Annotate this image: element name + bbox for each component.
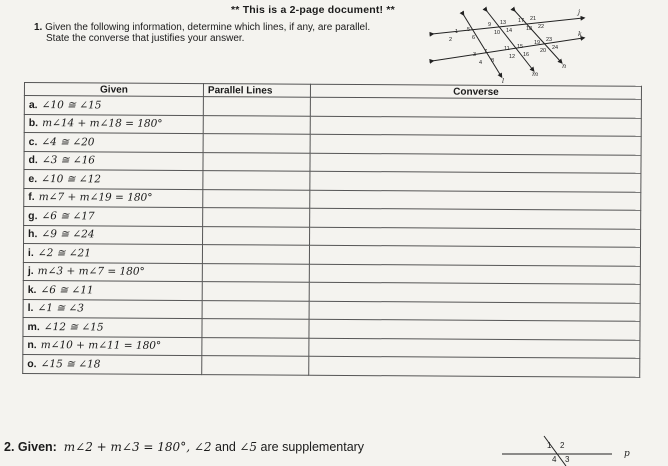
converse-cell[interactable] <box>309 301 640 322</box>
question-1 <box>34 22 370 44</box>
question-2 <box>4 440 364 454</box>
angle-label-6: 6 <box>472 35 476 41</box>
given-cell <box>23 299 202 319</box>
header-converse: Converse <box>310 84 641 99</box>
angle-label-20: 20 <box>540 48 547 54</box>
question-2-diagram <box>500 434 640 466</box>
q2-angle-label-1: 1 <box>547 441 552 450</box>
given-cell <box>24 96 203 116</box>
q2-line-label-p: p <box>624 449 630 459</box>
given-expression: ∠12 ≅ ∠15 <box>43 320 104 334</box>
row-label: b. <box>28 117 39 130</box>
given-cell <box>24 114 203 134</box>
given-cell <box>23 280 202 300</box>
given-expression: m∠7 + m∠19 = 180° <box>38 191 153 205</box>
question-2-number: 2. <box>4 440 15 454</box>
converse-cell[interactable] <box>310 171 641 192</box>
given-expression: ∠9 ≅ ∠24 <box>41 228 95 241</box>
parallel-lines-cell[interactable] <box>203 97 310 116</box>
given-cell <box>24 207 203 227</box>
row-label: f. <box>28 191 35 204</box>
parallel-lines-cell[interactable] <box>202 300 309 319</box>
given-expression: ∠10 ≅ ∠12 <box>41 172 102 186</box>
header-parallel-lines: Parallel Lines <box>203 84 310 98</box>
given-expression: ∠6 ≅ ∠17 <box>41 209 95 223</box>
row-label: j. <box>27 265 34 278</box>
parallel-lines-cell[interactable] <box>203 134 310 153</box>
angle-label-10: 10 <box>494 30 501 36</box>
angle-label-9: 9 <box>488 22 492 28</box>
given-expression: ∠4 ≅ ∠20 <box>41 135 95 149</box>
given-cell <box>23 317 202 337</box>
angle-label-2: 2 <box>449 37 453 43</box>
converse-cell[interactable] <box>310 208 641 229</box>
parallel-lines-cell[interactable] <box>202 263 309 282</box>
angle-label-1: 1 <box>455 29 459 35</box>
given-expression: ∠15 ≅ ∠18 <box>40 357 101 371</box>
angle-label-15: 15 <box>517 44 524 50</box>
parallel-lines-cell[interactable] <box>203 171 310 190</box>
row-label: c. <box>28 135 38 148</box>
angle-label-21: 21 <box>530 16 537 22</box>
converse-cell[interactable] <box>309 338 640 359</box>
angle-label-22: 22 <box>538 24 545 30</box>
question-2-given-label: Given: <box>17 440 57 454</box>
converse-cell[interactable] <box>310 153 641 174</box>
question-2-expression: m∠2 + m∠3 = 180°, ∠2 <box>63 440 212 454</box>
transversal-diagram <box>428 6 588 84</box>
angle-label-23: 23 <box>546 37 553 43</box>
given-expression: ∠2 ≅ ∠21 <box>37 246 91 260</box>
angle-label-3: 3 <box>473 52 477 58</box>
given-expression: ∠1 ≅ ∠3 <box>37 302 84 315</box>
question-1-number: 1. <box>34 22 43 33</box>
line-l <box>463 14 501 76</box>
row-label: a. <box>28 98 38 111</box>
converse-cell[interactable] <box>309 245 640 266</box>
q2-angle-label-2: 2 <box>560 441 565 450</box>
given-expression: m∠3 + m∠7 = 180° <box>37 265 145 278</box>
angle-label-18: 18 <box>526 26 533 32</box>
angle-label-14: 14 <box>506 28 513 34</box>
row-label: h. <box>28 228 38 241</box>
q2-angle-label-3: 3 <box>565 455 570 464</box>
row-label: o. <box>27 357 37 370</box>
parallel-lines-cell[interactable] <box>202 337 309 356</box>
given-cell <box>24 225 203 245</box>
angle-label-12: 12 <box>509 54 516 60</box>
angle-label-8: 8 <box>491 58 495 64</box>
answer-table <box>22 82 642 377</box>
angle-label-11: 11 <box>504 46 510 52</box>
question-2-and: and <box>215 440 236 454</box>
angle-label-17: 17 <box>518 18 525 24</box>
given-expression: m∠10 + m∠11 = 180° <box>40 339 162 353</box>
question-1-line-2: State the converse that justifies your answer. <box>46 33 245 44</box>
angle-label-24: 24 <box>552 45 559 51</box>
converse-cell[interactable] <box>310 116 641 137</box>
table-row <box>23 354 640 376</box>
line-label-k: k <box>578 30 582 38</box>
row-label: i. <box>27 246 34 259</box>
parallel-lines-cell[interactable] <box>202 245 309 264</box>
row-label: m. <box>27 320 40 333</box>
line-label-m: m <box>532 70 539 78</box>
line-label-j: j <box>578 8 581 16</box>
row-label: l. <box>27 302 34 315</box>
angle-label-13: 13 <box>500 20 507 26</box>
parallel-lines-cell[interactable] <box>203 208 310 227</box>
converse-cell[interactable] <box>309 319 640 340</box>
converse-cell[interactable] <box>309 356 640 377</box>
converse-cell[interactable] <box>310 227 641 248</box>
converse-cell[interactable] <box>309 264 640 285</box>
parallel-lines-cell[interactable] <box>202 282 309 301</box>
question-2-rest: are supplementary <box>260 440 365 454</box>
given-cell <box>24 188 203 208</box>
row-label: e. <box>28 172 38 185</box>
angle-label-4: 4 <box>479 60 483 66</box>
angle-label-16: 16 <box>523 52 530 58</box>
given-cell <box>24 170 203 190</box>
converse-cell[interactable] <box>310 134 641 155</box>
converse-cell[interactable] <box>309 282 640 303</box>
parallel-lines-cell[interactable] <box>202 356 309 375</box>
line-label-l: l <box>502 77 505 84</box>
parallel-lines-cell[interactable] <box>203 226 310 245</box>
given-cell <box>24 133 203 153</box>
converse-cell[interactable] <box>310 97 641 118</box>
given-expression: ∠3 ≅ ∠16 <box>41 154 96 167</box>
q2-angle-label-4: 4 <box>552 455 557 464</box>
given-cell <box>23 354 202 374</box>
header-note: ** This is a 2-page document! ** <box>231 4 395 16</box>
question-1-line-1: Given the following information, determine which lines, if any, are parallel. <box>45 22 371 33</box>
angle-label-19: 19 <box>534 40 541 46</box>
given-expression: ∠10 ≅ ∠15 <box>41 98 102 112</box>
parallel-lines-cell[interactable] <box>203 152 310 171</box>
given-cell <box>23 244 202 264</box>
answer-table-wrapper <box>22 82 642 377</box>
row-label: g. <box>28 209 38 222</box>
given-cell <box>24 151 203 171</box>
line-label-n: n <box>562 62 567 70</box>
row-label: k. <box>27 283 37 296</box>
given-cell <box>23 262 202 282</box>
given-cell <box>23 336 202 356</box>
angle-label-7: 7 <box>484 49 488 55</box>
header-given: Given <box>24 83 203 97</box>
angle-label-5: 5 <box>467 27 471 33</box>
given-expression: m∠14 + m∠18 = 180° <box>42 117 163 131</box>
question-2-expression-2: ∠5 <box>239 440 258 454</box>
parallel-lines-cell[interactable] <box>203 115 310 134</box>
converse-cell[interactable] <box>310 190 641 211</box>
parallel-lines-cell[interactable] <box>202 319 309 338</box>
row-label: n. <box>27 339 37 352</box>
row-label: d. <box>28 154 38 167</box>
parallel-lines-cell[interactable] <box>203 189 310 208</box>
given-expression: ∠6 ≅ ∠11 <box>40 283 94 297</box>
